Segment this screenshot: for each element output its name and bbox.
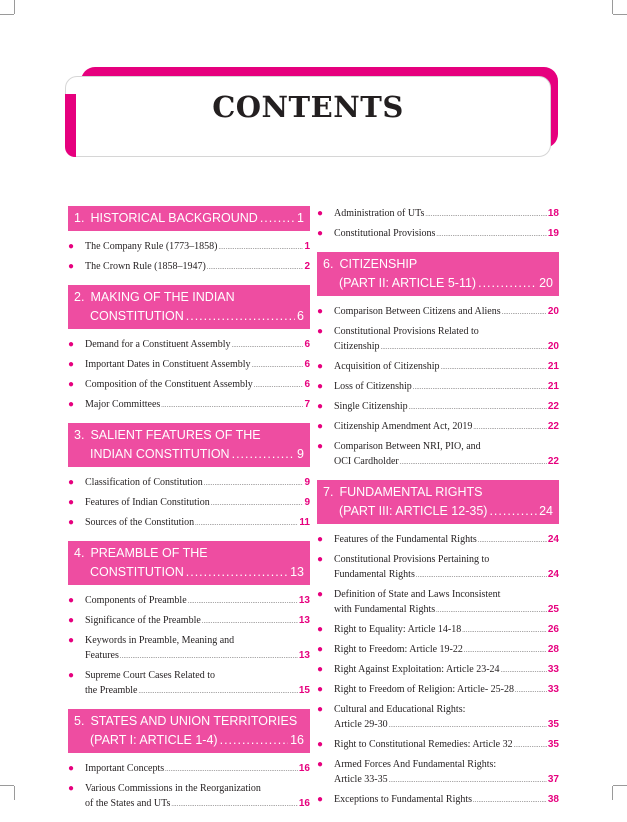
- toc-entry[interactable]: [68, 357, 310, 374]
- toc-entry-line: [85, 337, 310, 354]
- toc-entry-text: Features: [85, 650, 119, 661]
- leader-dots: [218, 241, 303, 256]
- toc-entry-text: Citizenship Amendment Act, 2019: [334, 421, 473, 432]
- toc-entry-line: [85, 613, 310, 630]
- toc-entry-line: [334, 717, 559, 734]
- toc-entry[interactable]: [317, 304, 559, 321]
- toc-entry-page: 20: [547, 306, 559, 317]
- toc-entry-page: 6: [304, 339, 310, 350]
- section-number: 2.: [74, 290, 85, 304]
- toc-entry[interactable]: [317, 642, 559, 659]
- crop-mark: [612, 0, 613, 14]
- bullet-icon: ●: [317, 326, 324, 337]
- toc-entry-text: Significance of the Preamble: [85, 615, 201, 626]
- spacer: [68, 816, 310, 822]
- toc-entry-line: [334, 339, 559, 356]
- toc-entry-text: Armed Forces And Fundamental Rights:: [334, 759, 497, 770]
- toc-entry-page: 35: [547, 739, 559, 750]
- leader-dots: [389, 719, 547, 734]
- bullet-icon: ●: [317, 739, 324, 750]
- toc-entry-text: Major Committees: [85, 399, 161, 410]
- toc-entry[interactable]: [317, 792, 559, 809]
- section-header-line: [323, 502, 553, 521]
- bullet-icon: ●: [317, 759, 324, 770]
- toc-entry-text: Components of Preamble: [85, 595, 187, 606]
- toc-entry-line: [85, 683, 310, 700]
- toc-entry-line: [334, 737, 559, 754]
- toc-entry-text: with Fundamental Rights: [334, 604, 436, 615]
- toc-entry-line: [85, 259, 310, 276]
- leader-dots: [260, 209, 295, 228]
- page-title: CONTENTS: [212, 90, 404, 124]
- section-number: 3.: [74, 428, 85, 442]
- toc-entry-page: 22: [547, 401, 559, 412]
- section-title-cont: (PART I: ARTICLE 1-4): [90, 733, 218, 747]
- toc-entry[interactable]: [317, 662, 559, 679]
- toc-entry[interactable]: [68, 259, 310, 276]
- spacer: [317, 812, 559, 818]
- section-title-cont: (PART II: ARTICLE 5-11): [339, 276, 477, 290]
- toc-entry-page: 33: [547, 684, 559, 695]
- toc-entry-line: [334, 567, 559, 584]
- leader-dots: [202, 615, 298, 630]
- section-page-number: 13: [290, 565, 304, 579]
- section-title: STATES AND UNION TERRITORIES: [90, 714, 298, 728]
- toc-entry-text: Sources of the Constitution: [85, 517, 195, 528]
- toc-entry-line: [334, 439, 559, 454]
- section-title: HISTORICAL BACKGROUND: [90, 211, 258, 225]
- crop-mark: [612, 786, 613, 800]
- crop-mark: [0, 14, 14, 15]
- toc-entry[interactable]: [317, 206, 559, 223]
- toc-entry-text: OCI Cardholder: [334, 456, 399, 467]
- bullet-icon: ●: [68, 635, 75, 646]
- toc-entry-text: Constitutional Provisions Related to: [334, 326, 479, 337]
- bullet-icon: ●: [317, 794, 324, 805]
- toc-entry-page: 2: [304, 261, 310, 272]
- leader-dots: [207, 261, 304, 276]
- section-header-line: [74, 445, 304, 464]
- toc-entry-text: Constitutional Provisions: [334, 228, 436, 239]
- toc-entry-line: [334, 206, 559, 223]
- section-page-number: 1: [297, 211, 304, 225]
- toc-entry-line: [85, 377, 310, 394]
- bullet-icon: ●: [68, 379, 75, 390]
- toc-entry[interactable]: [317, 419, 559, 436]
- bullet-icon: ●: [68, 241, 75, 252]
- leader-dots: [254, 379, 304, 394]
- toc-entry-line: [334, 379, 559, 396]
- leader-dots: [186, 307, 295, 326]
- toc-entry[interactable]: [317, 682, 559, 699]
- toc-entry[interactable]: [317, 757, 559, 789]
- section-header-s4[interactable]: [68, 541, 310, 585]
- bullet-icon: ●: [317, 306, 324, 317]
- leader-dots: [501, 664, 547, 679]
- bullet-icon: ●: [317, 534, 324, 545]
- leader-dots: [478, 274, 537, 293]
- leader-dots: [400, 456, 547, 471]
- toc-entry-text: Administration of UTs: [334, 208, 425, 219]
- bullet-icon: ●: [317, 704, 324, 715]
- section-title-cont: CONSTITUTION: [90, 309, 184, 323]
- leader-dots: [232, 445, 295, 464]
- bullet-icon: ●: [317, 644, 324, 655]
- leader-dots: [515, 684, 547, 699]
- section-header-line: [74, 731, 304, 750]
- toc-entry-text: Right to Constitutional Remedies: Article 32: [334, 739, 513, 750]
- section-header-s6[interactable]: [317, 252, 559, 296]
- toc-entry-page: 19: [547, 228, 559, 239]
- toc-entry-text: The Crown Rule (1858–1947): [85, 261, 206, 272]
- toc-entry[interactable]: [68, 761, 310, 778]
- section-title-cont: CONSTITUTION: [90, 565, 184, 579]
- toc-entry[interactable]: [317, 439, 559, 471]
- section-header-line: [74, 563, 304, 582]
- bullet-icon: ●: [317, 589, 324, 600]
- leader-dots: [232, 339, 304, 354]
- bullet-icon: ●: [317, 208, 324, 219]
- leader-dots: [120, 650, 298, 665]
- leader-dots: [165, 763, 298, 778]
- toc-entry-line: [85, 781, 310, 796]
- bullet-icon: ●: [317, 381, 324, 392]
- section-number: 4.: [74, 546, 85, 560]
- leader-dots: [186, 563, 288, 582]
- bullet-icon: ●: [68, 261, 75, 272]
- leader-dots: [473, 794, 547, 809]
- toc-entry-page: 22: [547, 421, 559, 432]
- leader-dots: [161, 399, 303, 414]
- toc-entry-line: [85, 633, 310, 648]
- toc-entry-line: [334, 552, 559, 567]
- crop-mark: [14, 786, 15, 800]
- bullet-icon: ●: [68, 595, 75, 606]
- section-header-s2[interactable]: [68, 285, 310, 329]
- toc-entry-text: Exceptions to Fundamental Rights: [334, 794, 473, 805]
- crop-mark: [613, 14, 627, 15]
- toc-entry-page: 6: [304, 359, 310, 370]
- leader-dots: [473, 421, 547, 436]
- toc-entry-line: [85, 515, 310, 532]
- toc-entry-text: Comparison Between Citizens and Aliens: [334, 306, 501, 317]
- leader-dots: [425, 208, 546, 223]
- bullet-icon: ●: [68, 783, 75, 794]
- toc-entry-page: 21: [547, 361, 559, 372]
- toc-entry-page: 38: [547, 794, 559, 805]
- toc-entry-page: 22: [547, 456, 559, 467]
- toc-entry-line: [334, 304, 559, 321]
- toc-entry-page: 28: [547, 644, 559, 655]
- toc-entry-line: [334, 454, 559, 471]
- toc-entry[interactable]: [68, 337, 310, 354]
- section-page-number: 24: [539, 504, 553, 518]
- leader-dots: [441, 361, 547, 376]
- section-number: 7.: [323, 485, 334, 499]
- toc-entry-page: 9: [304, 477, 310, 488]
- leader-dots: [416, 569, 547, 584]
- leader-dots: [381, 341, 547, 356]
- leader-dots: [220, 731, 289, 750]
- toc-entry[interactable]: [317, 702, 559, 734]
- bullet-icon: ●: [68, 339, 75, 350]
- section-number: 1.: [74, 211, 85, 225]
- toc-entry-page: 16: [298, 763, 310, 774]
- toc-entry-page: 33: [547, 664, 559, 675]
- toc-entry-line: [334, 324, 559, 339]
- leader-dots: [436, 228, 546, 243]
- section-header-line: [74, 544, 304, 563]
- leader-dots: [502, 306, 547, 321]
- toc-entry-line: [85, 357, 310, 374]
- leader-dots: [478, 534, 547, 549]
- toc-entry-page: 16: [298, 798, 310, 809]
- toc-entry-line: [85, 796, 310, 813]
- toc-entry[interactable]: [317, 226, 559, 243]
- toc-entry-page: 37: [547, 774, 559, 785]
- toc-left-column: [68, 206, 310, 822]
- section-title-cont: INDIAN CONSTITUTION: [90, 447, 230, 461]
- toc-entry-line: [334, 702, 559, 717]
- leader-dots: [464, 644, 547, 659]
- leader-dots: [389, 774, 547, 789]
- section-page-number: 6: [297, 309, 304, 323]
- section-header-line: [323, 255, 553, 274]
- toc-entry-text: Features of the Fundamental Rights: [334, 534, 477, 545]
- section-title: PREAMBLE OF THE: [90, 546, 208, 560]
- bullet-icon: ●: [68, 399, 75, 410]
- toc-entry-line: [334, 662, 559, 679]
- toc-entry-line: [85, 593, 310, 610]
- section-number: 5.: [74, 714, 85, 728]
- toc-entry[interactable]: [317, 324, 559, 356]
- toc-entry[interactable]: [68, 495, 310, 512]
- toc-entry-text: Composition of the Constituent Assembly: [85, 379, 253, 390]
- leader-dots: [413, 381, 547, 396]
- leader-dots: [188, 595, 298, 610]
- leader-dots: [204, 477, 304, 492]
- toc-entry[interactable]: [68, 668, 310, 700]
- toc-entry-line: [85, 668, 310, 683]
- crop-mark: [14, 0, 15, 14]
- toc-entry-line: [85, 648, 310, 665]
- toc-entry-text: Acquisition of Citizenship: [334, 361, 440, 372]
- toc-entry-page: 7: [304, 399, 310, 410]
- toc-entry-line: [334, 757, 559, 772]
- leader-dots: [436, 604, 547, 619]
- toc-entry-text: Article 33-35: [334, 774, 388, 785]
- toc-entry-text: Various Commissions in the Reorganization: [85, 783, 261, 794]
- toc-entry-line: [334, 359, 559, 376]
- section-page-number: 16: [290, 733, 304, 747]
- toc-entry-page: 15: [298, 685, 310, 696]
- bullet-icon: ●: [317, 624, 324, 635]
- toc-entry-text: Loss of Citizenship: [334, 381, 412, 392]
- bullet-icon: ●: [68, 517, 75, 528]
- leader-dots: [171, 798, 297, 813]
- section-header-s5[interactable]: [68, 709, 310, 753]
- section-title: FUNDAMENTAL RIGHTS: [339, 485, 483, 499]
- section-header-line: [74, 426, 304, 445]
- toc-entry-text: Important Dates in Constituent Assembly: [85, 359, 251, 370]
- toc-entry[interactable]: [317, 737, 559, 754]
- toc-entry[interactable]: [68, 613, 310, 630]
- toc-entry-line: [334, 226, 559, 243]
- bullet-icon: ●: [317, 554, 324, 565]
- bullet-icon: ●: [68, 763, 75, 774]
- toc-entry-text: Definition of State and Laws Inconsistent: [334, 589, 501, 600]
- toc-entry[interactable]: [317, 359, 559, 376]
- bullet-icon: ●: [68, 477, 75, 488]
- toc-entry-page: 20: [547, 341, 559, 352]
- leader-dots: [462, 624, 547, 639]
- toc-entry-text: The Company Rule (1773–1858): [85, 241, 218, 252]
- toc-entry[interactable]: [68, 515, 310, 532]
- toc-entry-page: 35: [547, 719, 559, 730]
- toc-entry-text: Classification of Constitution: [85, 477, 203, 488]
- toc-entry-text: Citizenship: [334, 341, 380, 352]
- bullet-icon: ●: [317, 401, 324, 412]
- toc-entry-line: [334, 532, 559, 549]
- toc-entry-line: [334, 602, 559, 619]
- section-header-s7[interactable]: [317, 480, 559, 524]
- leader-dots: [409, 401, 547, 416]
- toc-entry-text: Comparison Between NRI, PIO, and: [334, 441, 481, 452]
- bullet-icon: ●: [317, 441, 324, 452]
- section-header-line: [323, 483, 553, 502]
- bullet-icon: ●: [317, 228, 324, 239]
- toc-entry-line: [334, 587, 559, 602]
- toc-entry-line: [334, 642, 559, 659]
- leader-dots: [138, 685, 297, 700]
- toc-entry-text: Right Against Exploitation: Article 23-24: [334, 664, 500, 675]
- toc-entry-line: [85, 397, 310, 414]
- toc-entry[interactable]: [68, 397, 310, 414]
- leader-dots: [211, 497, 304, 512]
- toc-entry-line: [85, 239, 310, 256]
- toc-entry-line: [334, 419, 559, 436]
- toc-entry[interactable]: [68, 475, 310, 492]
- toc-entry-page: 1: [304, 241, 310, 252]
- leader-dots: [489, 502, 537, 521]
- toc-entry-line: [85, 475, 310, 492]
- leader-dots: [195, 517, 298, 532]
- section-header-line: [74, 307, 304, 326]
- toc-entry-text: Article 29-30: [334, 719, 388, 730]
- toc-entry-text: Right to Freedom: Article 19-22: [334, 644, 463, 655]
- toc-entry[interactable]: [68, 633, 310, 665]
- bullet-icon: ●: [317, 361, 324, 372]
- toc-entry-page: 6: [304, 379, 310, 390]
- section-title: SALIENT FEATURES OF THE: [90, 428, 261, 442]
- toc-entry[interactable]: [68, 593, 310, 610]
- toc-entry[interactable]: [317, 587, 559, 619]
- toc-entry[interactable]: [68, 377, 310, 394]
- toc-entry[interactable]: [317, 379, 559, 396]
- toc-entry[interactable]: [317, 532, 559, 549]
- toc-entry-line: [334, 622, 559, 639]
- crop-mark: [0, 785, 14, 786]
- section-number: 6.: [323, 257, 334, 271]
- bullet-icon: ●: [68, 497, 75, 508]
- bullet-icon: ●: [68, 670, 75, 681]
- toc-entry-page: 24: [547, 569, 559, 580]
- bullet-icon: ●: [68, 359, 75, 370]
- toc-entry-page: 11: [299, 517, 310, 528]
- section-title: MAKING OF THE INDIAN: [90, 290, 235, 304]
- toc-entry-page: 9: [304, 497, 310, 508]
- toc-entry-text: Right to Equality: Article 14-18: [334, 624, 462, 635]
- toc-entry-text: the Preamble: [85, 685, 138, 696]
- toc-entry[interactable]: [68, 239, 310, 256]
- toc-entry-text: Supreme Court Cases Related to: [85, 670, 215, 681]
- section-header-line: [74, 209, 304, 228]
- leader-dots: [514, 739, 547, 754]
- toc-entry-line: [85, 495, 310, 512]
- toc-entry-text: Constitutional Provisions Pertaining to: [334, 554, 490, 565]
- leader-dots: [252, 359, 304, 374]
- toc-entry-page: 18: [547, 208, 559, 219]
- bullet-icon: ●: [317, 421, 324, 432]
- toc-entry-text: Keywords in Preamble, Meaning and: [85, 635, 235, 646]
- toc-entry-page: 26: [547, 624, 559, 635]
- section-header-line: [74, 288, 304, 307]
- toc-entry[interactable]: [317, 552, 559, 584]
- toc-entry-text: of the States and UTs: [85, 798, 171, 809]
- section-header-s3[interactable]: [68, 423, 310, 467]
- toc-entry[interactable]: [68, 781, 310, 813]
- toc-entry-line: [334, 772, 559, 789]
- toc-entry-text: Single Citizenship: [334, 401, 408, 412]
- toc-entry-text: Cultural and Educational Rights:: [334, 704, 466, 715]
- section-title: CITIZENSHIP: [339, 257, 418, 271]
- toc-entry[interactable]: [317, 622, 559, 639]
- crop-mark: [613, 785, 627, 786]
- toc-entry-line: [334, 792, 559, 809]
- bullet-icon: ●: [317, 664, 324, 675]
- toc-entry-line: [334, 682, 559, 699]
- toc-entry-page: 13: [298, 615, 310, 626]
- toc-entry-text: Demand for a Constituent Assembly: [85, 339, 231, 350]
- toc-entry[interactable]: [317, 399, 559, 416]
- toc-entry-page: 24: [547, 534, 559, 545]
- toc-entry-page: 13: [298, 650, 310, 661]
- toc-entry-text: Right to Freedom of Religion: Article- 25-28: [334, 684, 514, 695]
- toc-entry-page: 13: [298, 595, 310, 606]
- toc-entry-text: Fundamental Rights: [334, 569, 415, 580]
- section-header-s1[interactable]: [68, 206, 310, 231]
- toc-entry-page: 25: [547, 604, 559, 615]
- bullet-icon: ●: [68, 615, 75, 626]
- bullet-icon: ●: [317, 684, 324, 695]
- toc-entry-line: [85, 761, 310, 778]
- toc-entry-line: [334, 399, 559, 416]
- toc-entry-text: Important Concepts: [85, 763, 165, 774]
- section-header-line: [74, 712, 304, 731]
- toc-entry-text: Features of Indian Constitution: [85, 497, 210, 508]
- section-page-number: 20: [539, 276, 553, 290]
- section-header-line: [323, 274, 553, 293]
- section-title-cont: (PART III: ARTICLE 12-35): [339, 504, 488, 518]
- toc-entry-page: 21: [547, 381, 559, 392]
- section-page-number: 9: [297, 447, 304, 461]
- toc-right-column: [317, 206, 559, 818]
